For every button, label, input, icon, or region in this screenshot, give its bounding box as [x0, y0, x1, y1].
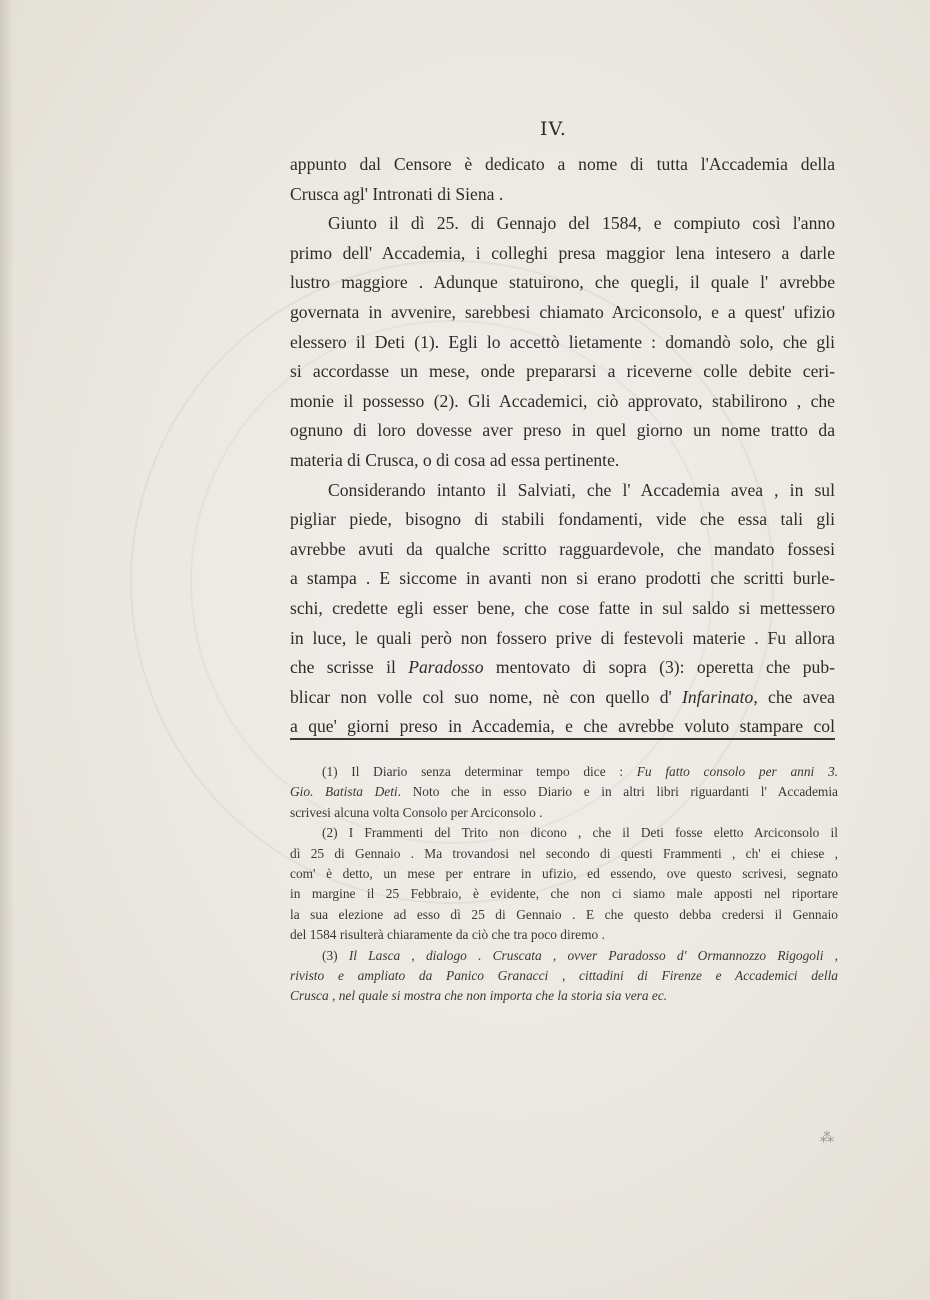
body-text-line: Crusca agl' Intronati di Siena .: [290, 183, 504, 204]
footnote-line: scrivesi alcuna volta Consolo per Arciconsolo .: [290, 804, 543, 820]
page-edge-shadow: [0, 0, 14, 1300]
body-text-line: pigliar piede, bisogno di stabili fondamenti, vide che essa tali gli: [290, 509, 835, 530]
body-text-line: a stampa . E siccome in avanti non si erano prodotti che scritti burle-: [290, 568, 835, 589]
body-text-line: elessero il Deti (1). Egli lo accettò lietamente : domandò solo, che gli: [290, 331, 835, 352]
body-text-line: ognuno di loro dovesse aver preso in quel giorno un nome tratto da: [290, 420, 835, 441]
body-text-line: lustro maggiore . Adunque statuirono, che quegli, il quale l' avrebbe: [290, 272, 835, 293]
footnotes: [290, 762, 838, 1007]
page-number: IV.: [540, 118, 567, 140]
body-text-line: avrebbe avuti da qualche scritto ragguardevole, che mandato fossesi: [290, 538, 835, 559]
body-text-line: Considerando intanto il Salviati, che l' Accademia avea , in sul: [328, 479, 835, 500]
footnote-line: in margine il 25 Febbraio, è evidente, che non ci siamo male apposti nel riportare: [290, 886, 838, 902]
footnote-line: del 1584 risulterà chiaramente da ciò che tra poco diremo .: [290, 927, 605, 943]
footnote-line: Gio. Batista Deti. Noto che in esso Diario e in altri libri riguardanti l' Accademia: [290, 784, 838, 800]
body-text-line: Giunto il dì 25. di Gennajo del 1584, e compiuto così l'anno: [328, 213, 835, 234]
footnote-line: la sua elezione ad esso dì 25 di Gennaio . E che questo debba credersi il Gennaio: [290, 906, 838, 922]
body-text-line: che scrisse il Paradosso mentovato di sopra (3): operetta che pub-: [290, 657, 835, 678]
body-text-line: si accordasse un mese, onde prepararsi a riceverne colle debite ceri-: [290, 361, 835, 382]
body-text-line: appunto dal Censore è dedicato a nome di tutta l'Accademia della: [290, 154, 835, 174]
body-text-line: in luce, le quali però non fossero prive di festevoli materie . Fu allora: [290, 627, 835, 648]
footnote-separator-rule: [290, 738, 835, 740]
body-text-line: governata in avvenire, sarebbesi chiamato Arciconsolo, e a quest' ufizio: [290, 301, 835, 322]
main-text: [290, 150, 835, 742]
body-text-line: monie il possesso (2). Gli Accademici, ciò approvato, stabilirono , che: [290, 390, 835, 411]
footnote-line: (1) Il Diario senza determinar tempo dice : Fu fatto consolo per anni 3.: [322, 764, 838, 779]
body-text-line: primo dell' Accademia, i colleghi presa maggior lena intesero a darle: [290, 242, 835, 263]
stain-mark: ⁂: [820, 1130, 834, 1146]
footnote-line: Crusca , nel quale si mostra che non importa che la storia sia vera ec.: [290, 988, 668, 1004]
footnote-line: com' è detto, un mese per entrare in ufizio, ed essendo, ove questo scrivesi, segnato: [290, 866, 838, 882]
body-text-line: schi, credette egli esser bene, che cose fatte in sul saldo si mettessero: [290, 597, 835, 618]
footnote-line: (3) Il Lasca , dialogo . Cruscata , ovver Paradosso d' Ormannozzo Rigogoli ,: [322, 947, 838, 963]
body-text-line: materia di Crusca, o di cosa ad essa pertinente.: [290, 449, 620, 470]
footnote-line: rivisto e ampliato da Panico Granacci , cittadini di Firenze e Accademici della: [290, 968, 838, 984]
body-text-line: a que' giorni preso in Accademia, e che avrebbe voluto stampare col: [290, 716, 835, 737]
footnote-line: (2) I Frammenti del Trito non dicono , che il Deti fosse eletto Arciconsolo il: [322, 825, 838, 841]
footnote-line: dì 25 di Gennaio . Ma trovandosi nel secondo di questi Frammenti , ch' ei chiese ,: [290, 845, 838, 861]
body-text-line: blicar non volle col suo nome, nè con quello d' Infarinato, che avea: [290, 686, 835, 707]
